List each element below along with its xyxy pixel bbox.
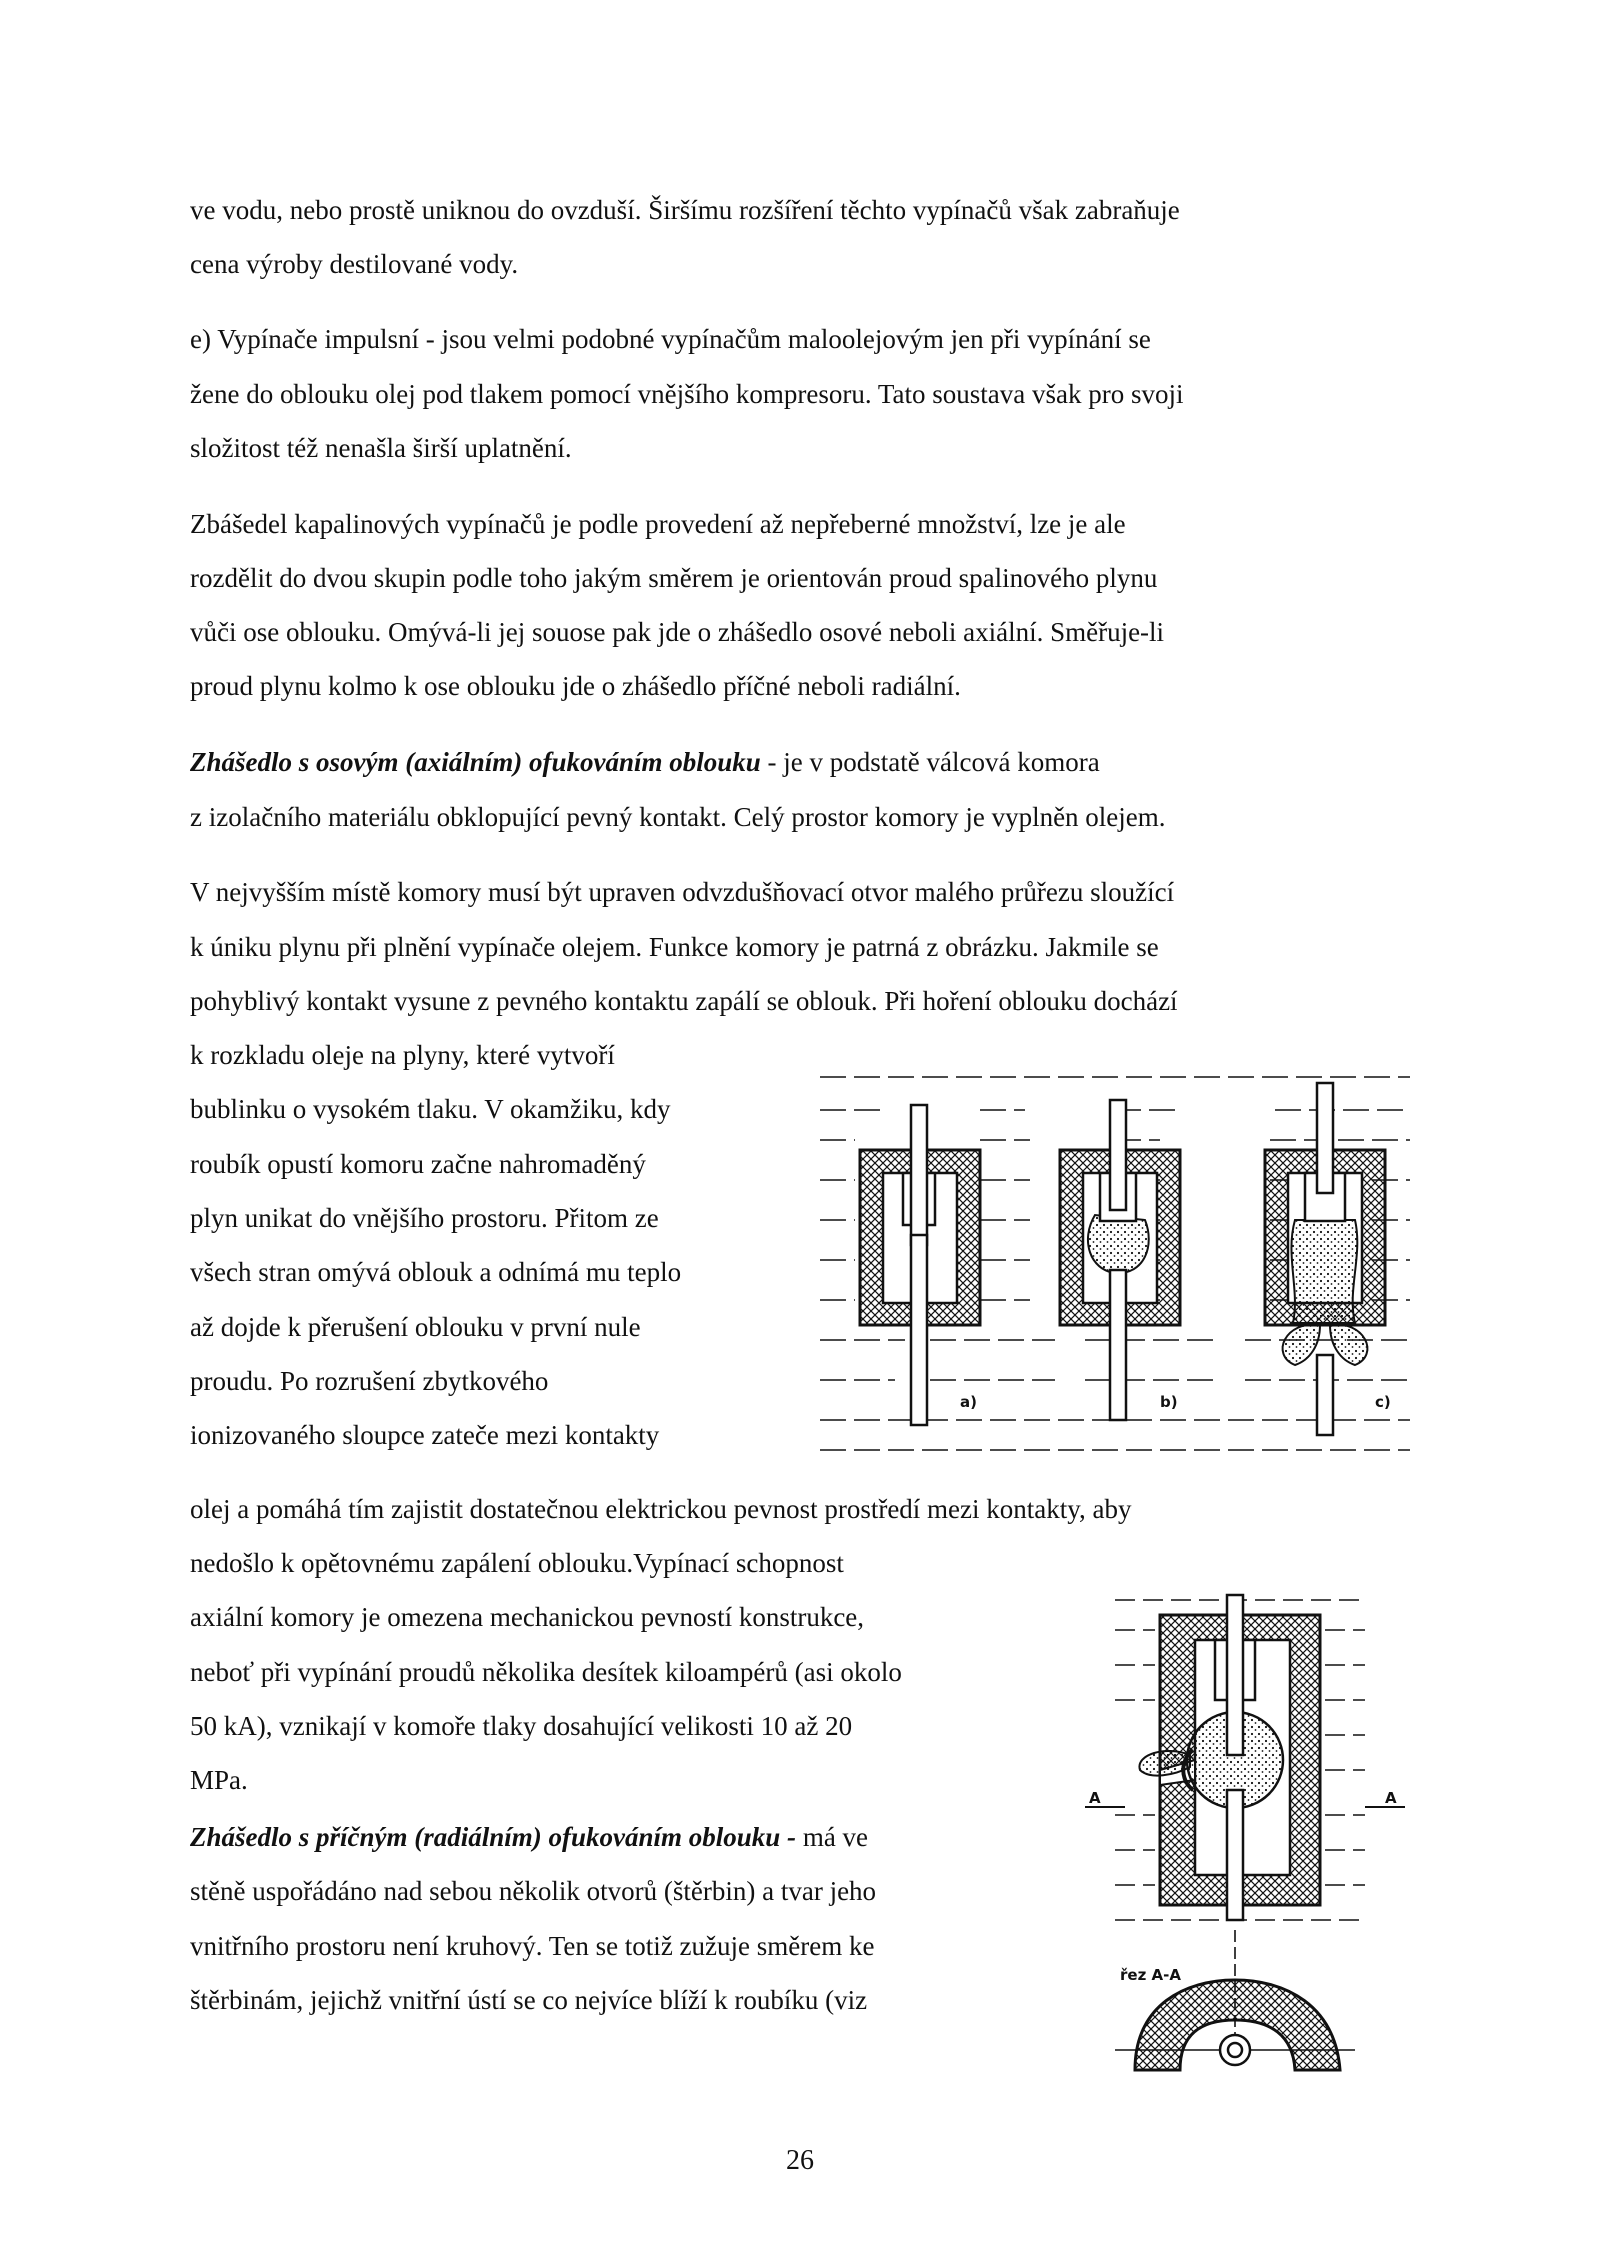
page-number: 26 (786, 2145, 814, 2176)
text-line: všech stran omývá oblouk a odnímá mu teplo (190, 1257, 682, 1287)
text-line: žene do oblouku olej pod tlakem pomocí vnějšího kompresoru. Tato soustava však pro svoji (190, 379, 1184, 409)
radial-heading-rest: má ve (796, 1822, 869, 1852)
figure-label-a: a) (960, 1393, 977, 1411)
axial-heading-line (190, 745, 1100, 779)
text-line: e) Vypínače impulsní - jsou velmi podobné vypínačům maloolejovým jen při vypínání se (190, 324, 1151, 354)
text-line: k rozkladu oleje na plyny, které vytvoří (190, 1040, 615, 1070)
text-line: cena výroby destilované vody. (190, 249, 519, 279)
figure-radial-chamber (1075, 1585, 1415, 2085)
text-line: nedošlo k opětovnému zapálení oblouku.Vypínací schopnost (190, 1548, 844, 1578)
text-line: Zbášedel kapalinových vypínačů je podle provedení až nepřeberné množství, lze je ale (190, 509, 1126, 539)
text-line: z izolačního materiálu obklopující pevný kontakt. Celý prostor komory je vyplněn olejem. (190, 802, 1166, 832)
text-line: štěrbinám, jejichž vnitřní ústí se co nejvíce blíží k roubíku (viz (190, 1985, 868, 2015)
text-line: vnitřního prostoru není kruhový. Ten se totiž zužuje směrem ke (190, 1931, 875, 1961)
text-line: složitost též nenašla širší uplatnění. (190, 433, 572, 463)
text-line: k úniku plynu při plnění vypínače olejem. Funkce komory je patrná z obrázku. Jakmile se (190, 932, 1159, 962)
chamber-a (860, 1105, 980, 1425)
text-line: proudu. Po rozrušení zbytkového (190, 1366, 549, 1396)
text-line: 50 kA), vznikají v komoře tlaky dosahující velikosti 10 až 20 (190, 1711, 853, 1741)
figure-label-c: c) (1375, 1393, 1391, 1411)
axial-heading: Zhášedlo s osovým (axiálním) ofukováním oblouku (190, 747, 761, 777)
text-line: bublinku o vysokém tlaku. V okamžiku, kdy (190, 1094, 671, 1124)
radial-heading: Zhášedlo s příčným (radiálním) ofukováním oblouku - (190, 1822, 797, 1852)
text-line: pohyblivý kontakt vysune z pevného kontaktu zapálí se oblouk. Při hoření oblouku dochází (190, 986, 1178, 1016)
text-line: olej a pomáhá tím zajistit dostatečnou elektrickou pevnost prostředí mezi kontakty, aby (190, 1494, 1132, 1524)
text-line: MPa. (190, 1765, 248, 1795)
text-line: ionizovaného sloupce zateče mezi kontakty (190, 1420, 660, 1450)
section-cut-label: řez A-A (1120, 1966, 1181, 1984)
text-line: neboť při vypínání proudů několika desítek kiloampérů (asi okolo (190, 1657, 902, 1687)
text-line: proud plynu kolmo k ose oblouku jde o zhášedlo příčné neboli radiální. (190, 671, 961, 701)
text-line: roubík opustí komoru začne nahromaděný (190, 1149, 646, 1179)
text-line: rozdělit do dvou skupin podle toho jakým směrem je orientován proud spalinového plynu (190, 563, 1158, 593)
chamber-c (1265, 1083, 1385, 1435)
text-line: plyn unikat do vnějšího prostoru. Přitom ze (190, 1203, 659, 1233)
text-line: stěně uspořádáno nad sebou několik otvorů (štěrbin) a tvar jeho (190, 1876, 877, 1906)
figure-label-b: b) (1160, 1393, 1178, 1411)
text-line: axiální komory je omezena mechanickou pevností konstrukce, (190, 1602, 865, 1632)
section-label-left: A (1089, 1789, 1101, 1807)
text-line: V nejvyšším místě komory musí být upraven odvzdušňovací otvor malého průřezu sloužící (190, 877, 1175, 907)
chamber-b (1060, 1100, 1180, 1420)
text-line: až dojde k přerušení oblouku v první nule (190, 1312, 641, 1342)
radial-heading-line (190, 1820, 868, 1854)
axial-heading-rest: - je v podstatě válcová komora (760, 747, 1100, 777)
section-label-right: A (1385, 1789, 1397, 1807)
figure-axial-chambers (815, 1055, 1415, 1465)
text-line: vůči ose oblouku. Omývá-li jej souose pak jde o zhášedlo osové neboli axiální. Směřuje-li (190, 617, 1165, 647)
text-line: ve vodu, nebo prostě uniknou do ovzduší. Širšímu rozšíření těchto vypínačů však zabraňuje (190, 195, 1180, 225)
